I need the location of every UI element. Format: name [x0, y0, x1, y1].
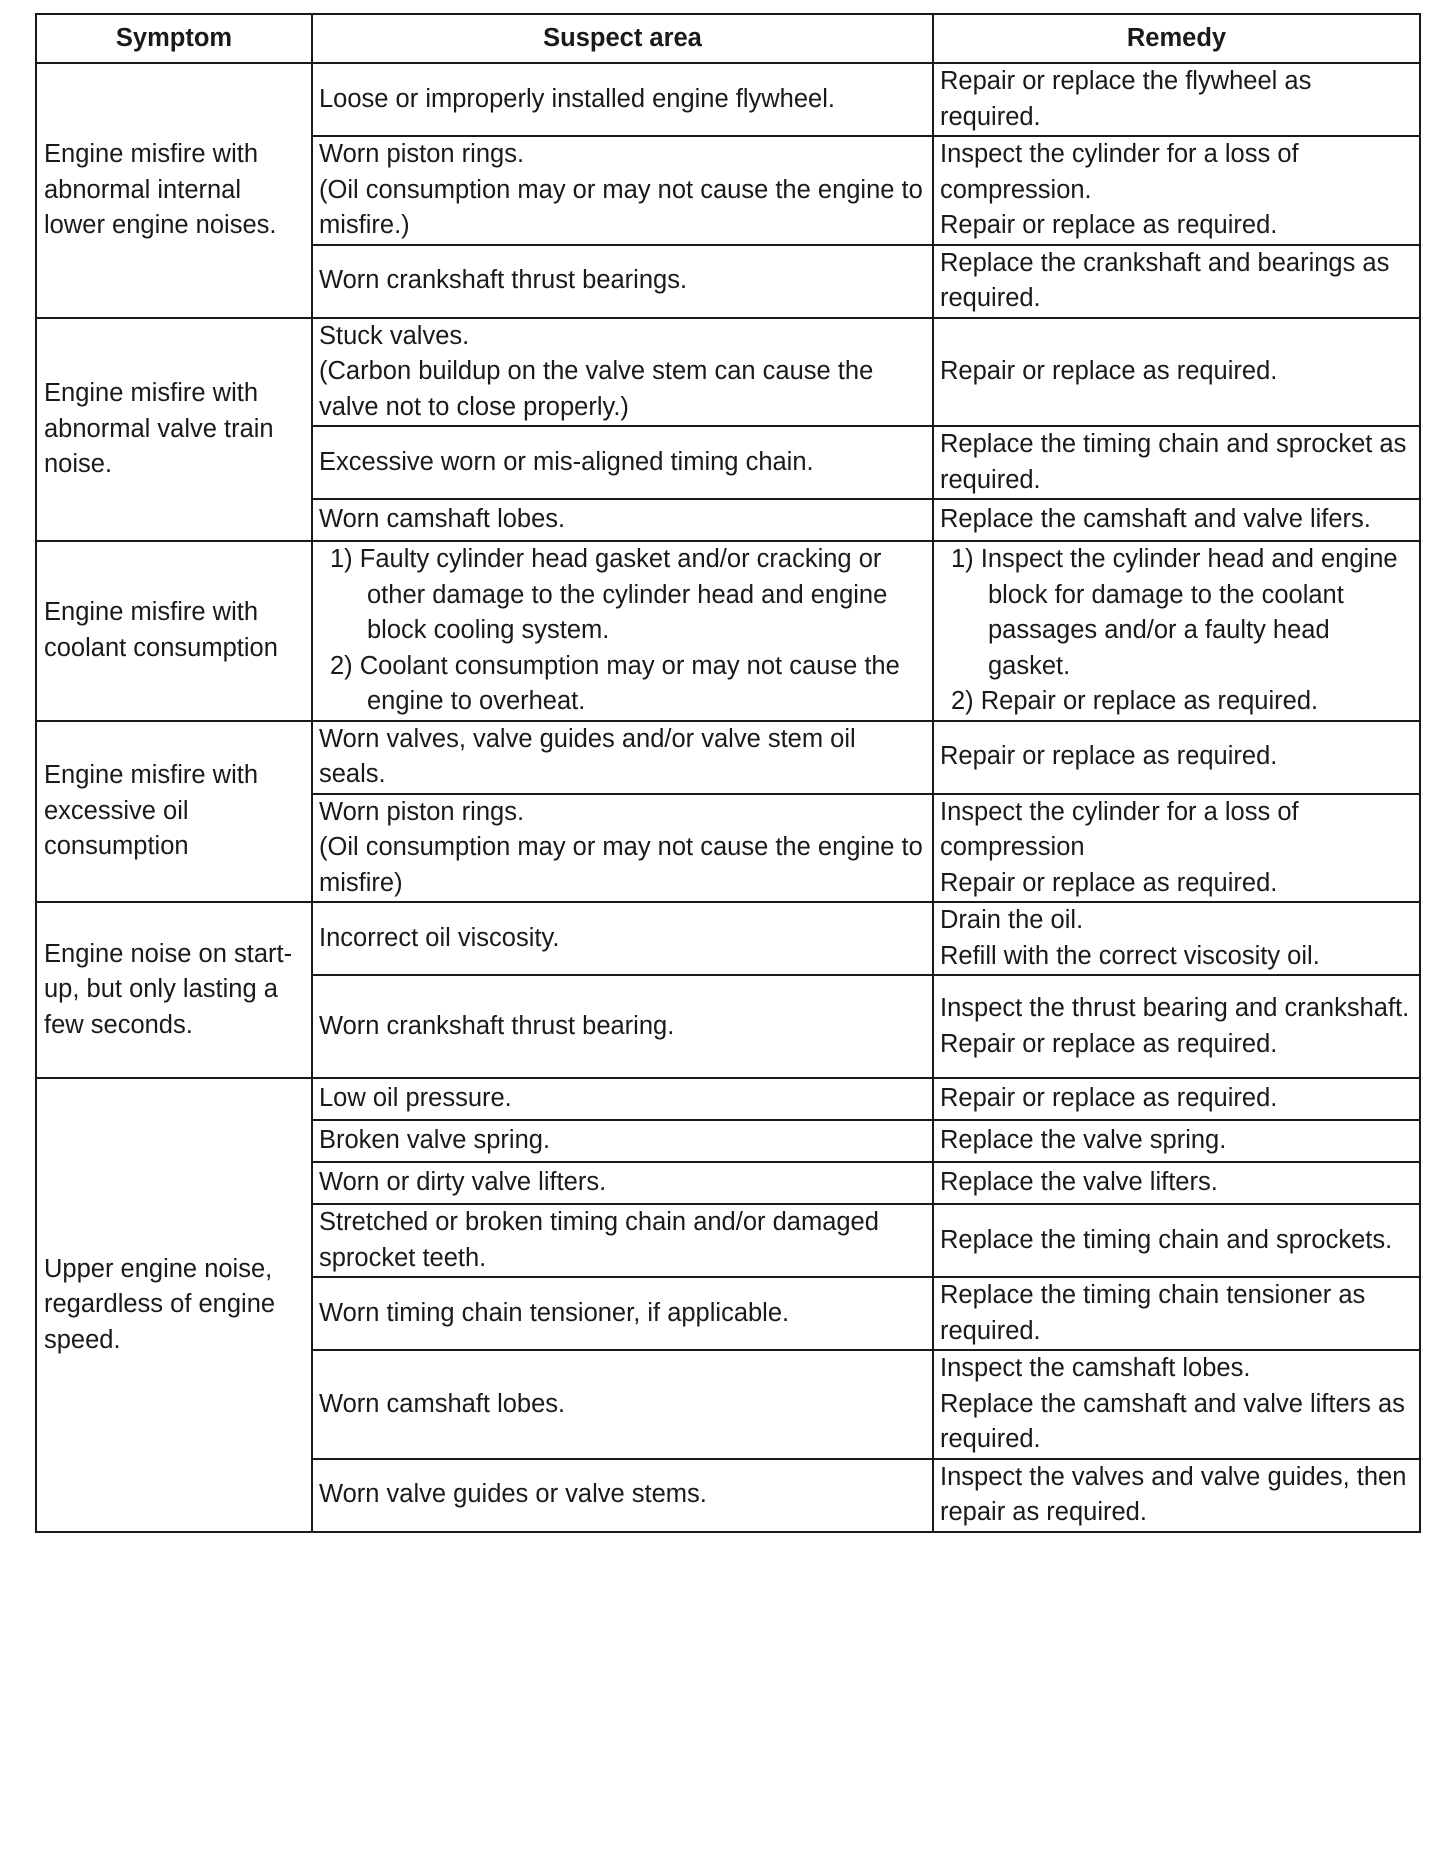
cell-line: Inspect the cylinder for a loss of compression. [940, 140, 1299, 204]
cell-line: Replace the timing chain tensioner as required. [940, 1281, 1366, 1345]
cell-line: Replace the valve lifters. [940, 1168, 1218, 1197]
cell-line: 1) Faulty cylinder head gasket and/or cracking or other damage to the cylinder head and engine block cooling system. [330, 545, 888, 644]
cell-line: Incorrect oil viscosity. [319, 923, 560, 952]
remedy-cell [933, 1459, 1420, 1532]
cell-line: Replace the valve spring. [940, 1126, 1227, 1155]
table-row [36, 902, 1420, 975]
remedy-cell [933, 1120, 1420, 1162]
remedy-cell [933, 1162, 1420, 1204]
cell-line: Worn piston rings. [319, 797, 525, 826]
header-symptom: Symptom [36, 14, 312, 63]
cell-line: Worn or dirty valve lifters. [319, 1168, 607, 1197]
symptom-cell: Upper engine noise, regardless of engine speed. [36, 1078, 312, 1532]
symptom-cell: Engine noise on start-up, but only lasting a few seconds. [36, 902, 312, 1078]
cell-line: Repair or replace the flywheel as required. [940, 67, 1312, 131]
remedy-cell [933, 902, 1420, 975]
remedy-cell [933, 975, 1420, 1078]
cell-line: Repair or replace as required. [940, 742, 1278, 771]
header-suspect-area: Suspect area [312, 14, 933, 63]
cell-line: (Carbon buildup on the valve stem can cause the valve not to close properly.) [319, 357, 874, 421]
cell-line: Loose or improperly installed engine flywheel. [319, 84, 835, 113]
cell-line: Replace the camshaft and valve lifers. [940, 505, 1371, 534]
remedy-cell [933, 1350, 1420, 1459]
table-row [36, 1078, 1420, 1120]
cell-line: Repair or replace as required. [940, 1084, 1278, 1113]
cell-line: Inspect the thrust bearing and crankshaft. [940, 994, 1410, 1022]
symptom-cell: Engine misfire with coolant consumption [36, 541, 312, 721]
cell-line: Broken valve spring. [319, 1126, 551, 1155]
suspect-area-cell [312, 499, 933, 541]
suspect-area-cell [312, 318, 933, 427]
table-body [36, 63, 1420, 1532]
cell-line: Replace the timing chain and sprockets. [940, 1225, 1393, 1254]
suspect-area-cell [312, 1350, 933, 1459]
cell-line: Worn timing chain tensioner, if applicable. [319, 1298, 790, 1327]
suspect-area-cell [312, 63, 933, 136]
cell-line: Repair or replace as required. [940, 211, 1278, 239]
table-row [36, 318, 1420, 427]
suspect-area-cell [312, 1204, 933, 1277]
remedy-cell [933, 721, 1420, 794]
symptom-cell: Engine misfire with abnormal valve train noise. [36, 318, 312, 542]
cell-line: Replace the camshaft and valve lifters as required. [940, 1389, 1405, 1453]
cell-line: Excessive worn or mis-aligned timing chain. [319, 447, 814, 476]
table-row [36, 721, 1420, 794]
suspect-area-cell [312, 1277, 933, 1350]
cell-line: Repair or replace as required. [940, 1029, 1278, 1058]
suspect-area-cell [312, 721, 933, 794]
cell-line: Repair or replace as required. [940, 357, 1278, 385]
remedy-cell [933, 426, 1420, 499]
suspect-area-cell [312, 794, 933, 903]
header-remedy: Remedy [933, 14, 1420, 63]
remedy-cell [933, 794, 1420, 903]
cell-line: (Oil consumption may or may not cause the engine to misfire) [319, 833, 923, 897]
cell-line: 2) Repair or replace as required. [951, 687, 1319, 715]
remedy-cell [933, 245, 1420, 318]
cell-line: 2) Coolant consumption may or may not cause the engine to overheat. [330, 651, 900, 715]
cell-line: Worn valves, valve guides and/or valve stem oil seals. [319, 724, 856, 788]
suspect-area-cell [312, 902, 933, 975]
cell-line: Replace the timing chain and sprocket as required. [940, 430, 1407, 494]
cell-line: Inspect the cylinder for a loss of compression [940, 797, 1299, 861]
suspect-area-cell [312, 136, 933, 245]
cell-line: Worn valve guides or valve stems. [319, 1480, 707, 1509]
cell-line: Worn crankshaft thrust bearing. [319, 1011, 675, 1040]
suspect-area-cell [312, 1162, 933, 1204]
cell-line: Stuck valves. [319, 321, 470, 350]
remedy-cell [933, 1078, 1420, 1120]
remedy-cell [933, 63, 1420, 136]
remedy-cell [933, 499, 1420, 541]
suspect-area-cell [312, 541, 933, 721]
cell-line: Worn crankshaft thrust bearings. [319, 266, 688, 295]
symptom-cell: Engine misfire with excessive oil consumption [36, 721, 312, 903]
cell-line: Repair or replace as required. [940, 868, 1278, 897]
cell-line: Stretched or broken timing chain and/or damaged sprocket teeth. [319, 1208, 879, 1272]
remedy-cell [933, 1277, 1420, 1350]
cell-line: Worn camshaft lobes. [319, 505, 566, 534]
suspect-area-cell [312, 426, 933, 499]
suspect-area-cell [312, 1120, 933, 1162]
cell-line: Worn piston rings. [319, 140, 525, 168]
cell-line: Worn camshaft lobes. [319, 1389, 566, 1418]
suspect-area-cell [312, 1459, 933, 1532]
cell-line: Replace the crankshaft and bearings as required. [940, 248, 1390, 312]
suspect-area-cell [312, 975, 933, 1078]
cell-line: 1) Inspect the cylinder head and engine block for damage to the coolant passages and/or a faulty head gasket. [951, 545, 1398, 680]
troubleshooting-table [35, 13, 1421, 1533]
suspect-area-cell [312, 1078, 933, 1120]
symptom-cell: Engine misfire with abnormal internal lower engine noises. [36, 63, 312, 318]
remedy-cell [933, 136, 1420, 245]
table-row [36, 541, 1420, 721]
cell-line: Inspect the valves and valve guides, then repair as required. [940, 1462, 1407, 1526]
header-row [36, 14, 1420, 63]
cell-line: Inspect the camshaft lobes. [940, 1354, 1251, 1382]
cell-line: Refill with the correct viscosity oil. [940, 941, 1320, 970]
cell-line: Drain the oil. [940, 906, 1084, 934]
suspect-area-cell [312, 245, 933, 318]
cell-line: (Oil consumption may or may not cause the engine to misfire.) [319, 175, 923, 239]
remedy-cell [933, 1204, 1420, 1277]
remedy-cell [933, 318, 1420, 427]
cell-line: Low oil pressure. [319, 1084, 512, 1113]
table-row [36, 63, 1420, 136]
remedy-cell [933, 541, 1420, 721]
